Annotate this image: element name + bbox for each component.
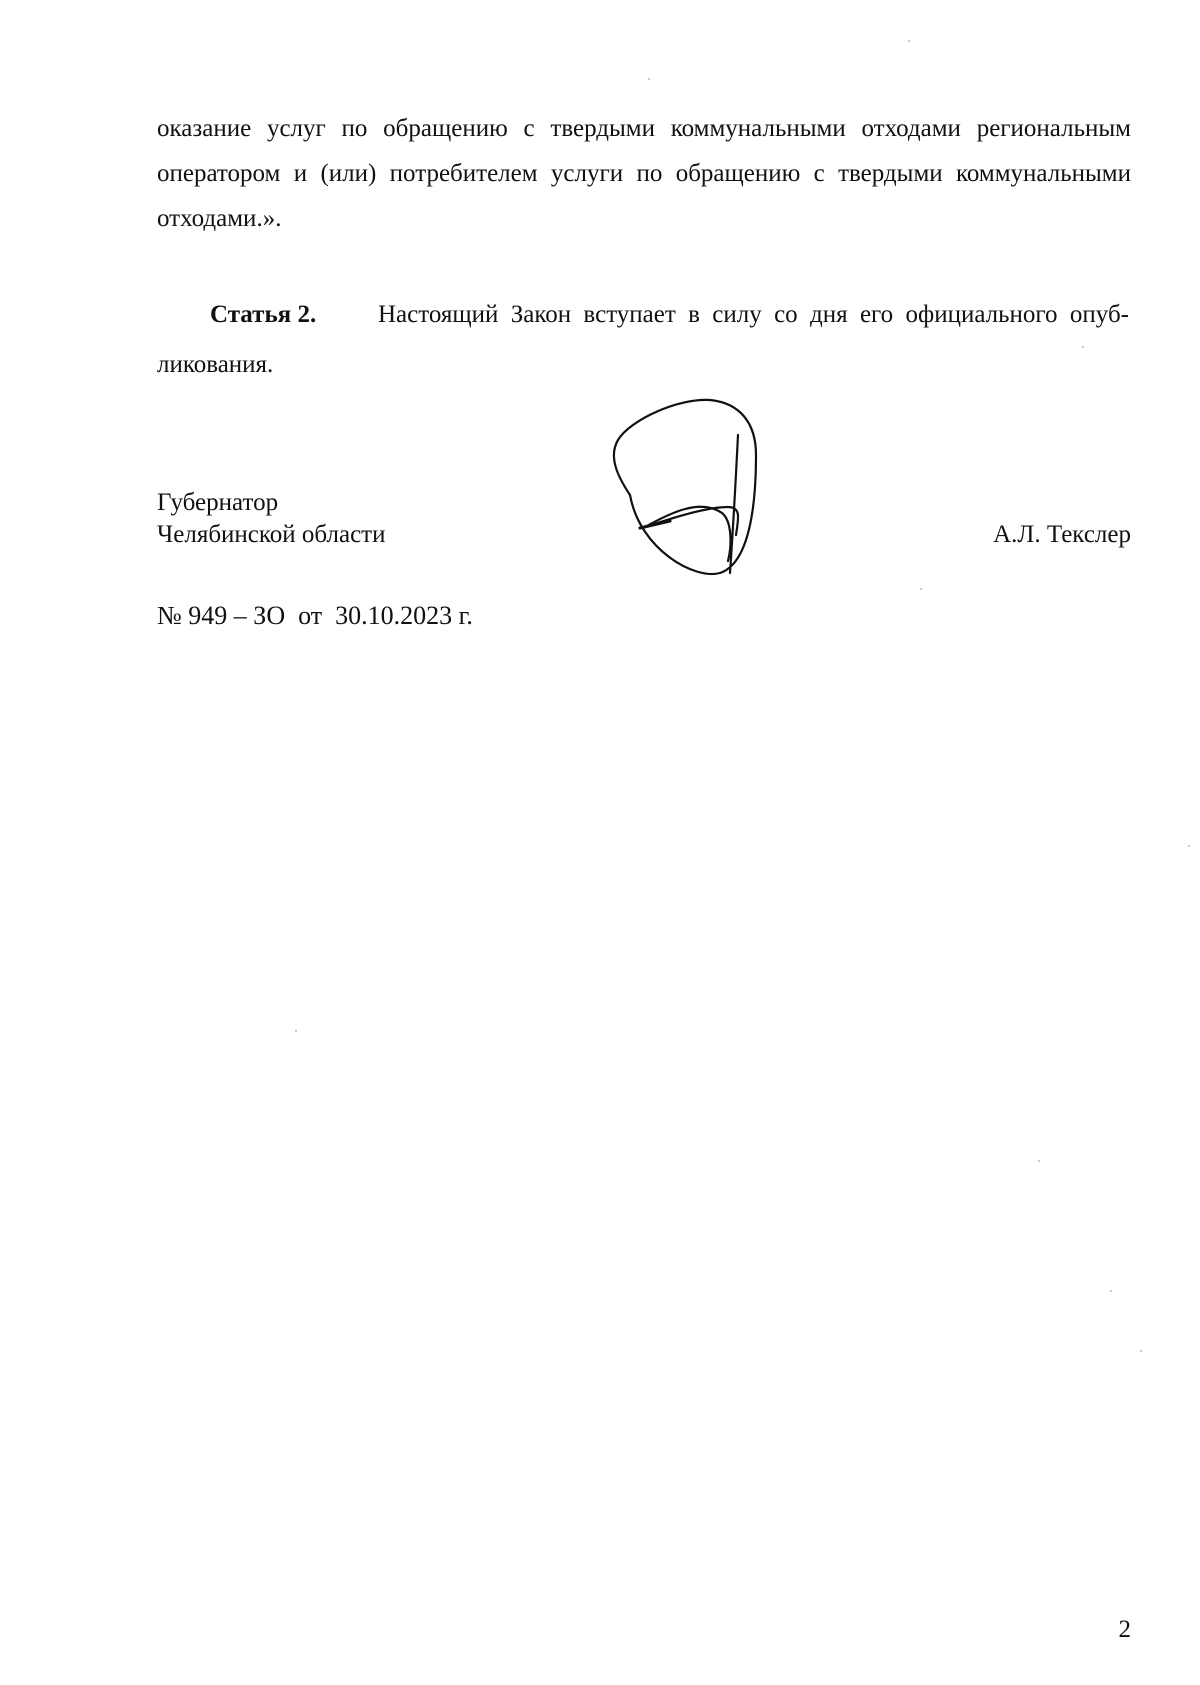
scan-speck <box>1082 346 1084 348</box>
scan-speck <box>1140 1350 1142 1352</box>
signatory-title: Губернатор <box>157 489 279 516</box>
scan-speck <box>1188 845 1190 847</box>
scan-speck <box>295 1030 297 1032</box>
scan-speck <box>648 78 650 80</box>
signatory-name: А.Л. Текслер <box>993 521 1131 548</box>
article-heading: Статья 2. <box>210 301 317 328</box>
article-text-continued: ликования. <box>157 351 274 378</box>
law-number: № 949 – ЗО от 30.10.2023 г. <box>157 601 473 630</box>
paragraph-line: оказание услуг по обращению с твердыми коммунальными отходами региональным <box>157 115 1131 142</box>
article-text: Настоящий Закон вступает в силу со дня его официального опуб- <box>378 301 1129 328</box>
paragraph-continued <box>157 106 1131 241</box>
handwritten-signature <box>610 395 820 595</box>
page-number: 2 <box>1118 1616 1131 1643</box>
paragraph-line: отходами.». <box>157 205 282 232</box>
scan-speck <box>1038 1160 1040 1162</box>
article-first-line <box>157 290 1131 340</box>
signatory-position <box>157 487 385 551</box>
article-2 <box>157 290 1131 390</box>
scan-speck <box>920 588 922 590</box>
scan-speck <box>908 40 910 42</box>
signatory-region: Челябинской области <box>157 521 386 548</box>
scan-speck <box>1110 1290 1112 1292</box>
paragraph-line: оператором и (или) потребителем услуги по обращению с твердыми коммунальными <box>157 160 1131 187</box>
